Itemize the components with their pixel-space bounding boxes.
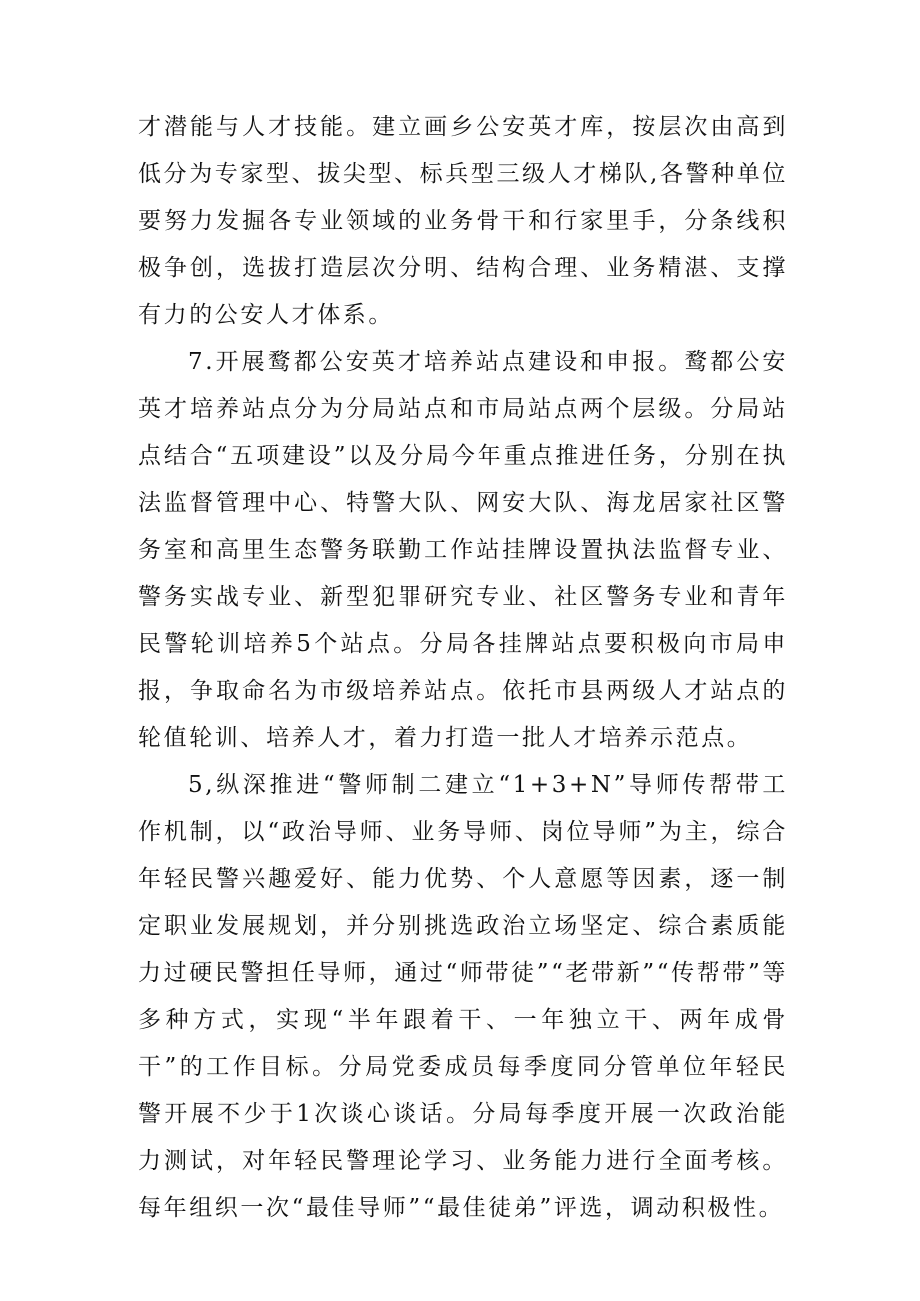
paragraph-training-stations: 7.开展鹜都公安英才培养站点建设和申报。鹜都公安英才培养站点分为分局站点和市局站点两个层级。分局站点结合“五项建设”以及分局今年重点推进任务，分别在执法监督管理中心、特警大队、网安大队、海龙居家社区警务室和高里生态警务联勤工作站挂牌设置执法监督专业、警务实战专业、新型犯罪研究专业、社区警务专业和青年民警轮训培养5个站点。分局各挂牌站点要积极向市局申报，争取命名为市级培养站点。依托市县两级人才站点的轮值轮训、培养人才，着力打造一批人才培养示范点。 [138,349,788,751]
document-page [138,104,788,1232]
paragraph-talent-pool: 才潜能与人才技能。建立画乡公安英才库，按层次由高到低分为专家型、拔尖型、标兵型三级人才梯队,各警种单位要努力发掘各专业领域的业务骨干和行家里手，分条线积极争创，选拔打造层次分明、结构合理、业务精湛、支撑有力的公安人才体系。 [138,114,788,328]
paragraph-mentor-system: 5,纵深推进“警师制二建立“1+3+N”导师传帮带工作机制，以“政治导师、业务导师、岗位导师”为主，综合年轻民警兴趣爱好、能力优势、个人意愿等因素，逐一制定职业发展规划，并分别挑选政治立场坚定、综合素质能力过硬民警担任导师，通过“师带徒”“老带新”“传帮带”等多种方式，实现“半年跟着干、一年独立干、两年成骨干”的工作目标。分局党委成员每季度同分管单位年轻民警开展不少于1次谈心谈话。分局每季度开展一次政治能力测试，对年轻民警理论学习、业务能力进行全面考核。每年组织一次“最佳导师”“最佳徒弟”评选，调动积极性。 [138,772,788,1221]
